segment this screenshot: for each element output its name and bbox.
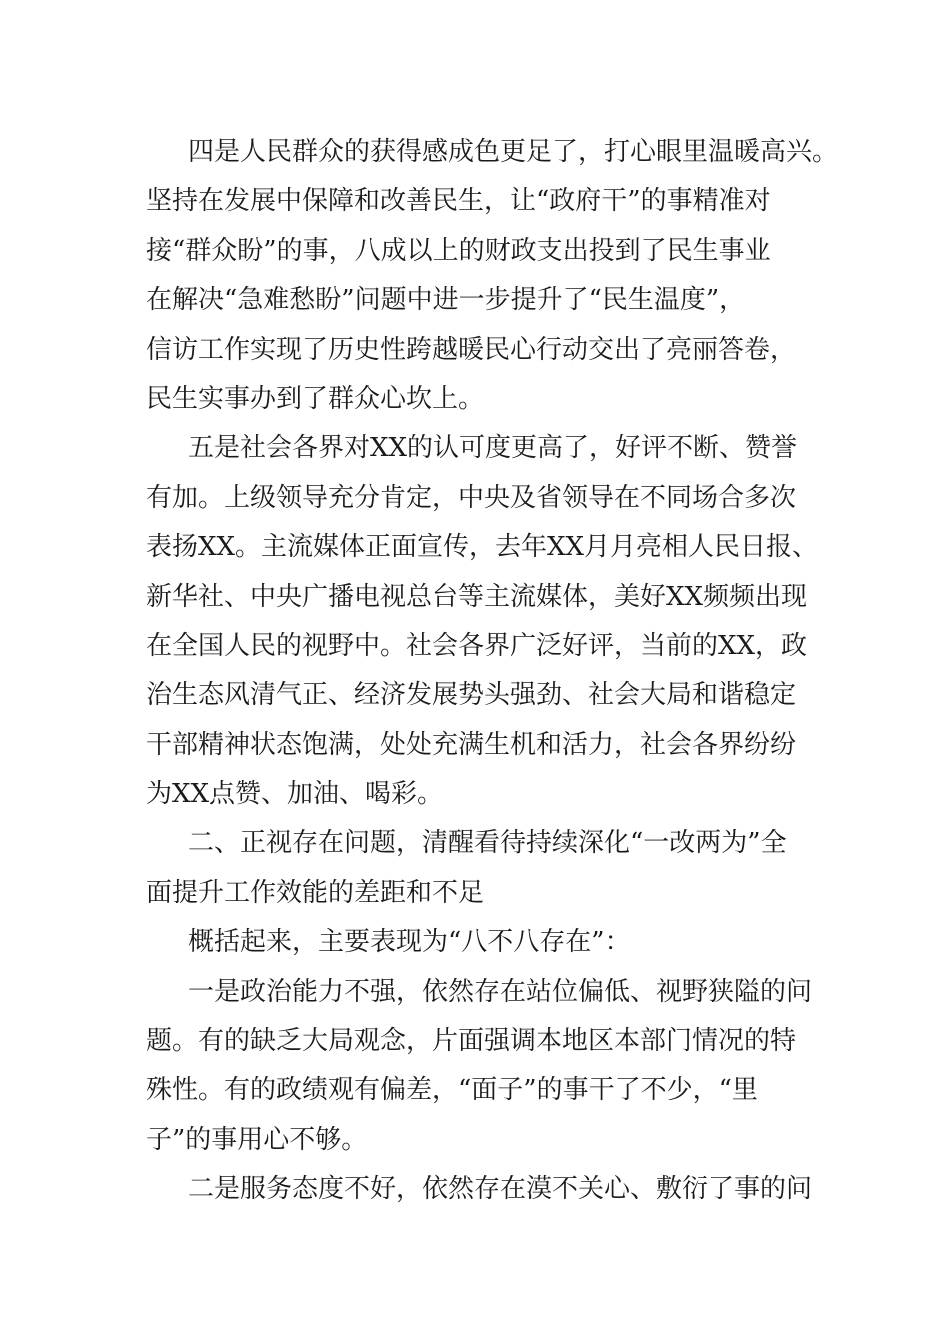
text-line-14: 为XX点赞、加油、喝彩。 [146, 779, 444, 810]
text-line-11: 在全国人民的视野中。社会各界广泛好评，当前的XX，政 [146, 630, 808, 661]
text-line-17: 概括起来，主要表现为“八不八存在”： [188, 927, 631, 958]
text-line-13: 干部精神状态饱满，处处充满生机和活力，社会各界纷纷 [146, 729, 797, 760]
text-line-7: 五是社会各界对XX的认可度更高了，好评不断、赞誉 [188, 433, 798, 464]
text-line-5: 信访工作实现了历史性跨越暖民心行动交出了亮丽答卷， [146, 334, 797, 365]
text-line-3: 接“群众盼”的事，八成以上的财政支出投到了民生事业 [146, 235, 771, 266]
section-heading-line-1: 二、正视存在问题，清醒看待持续深化“一改两为”全 [188, 828, 787, 859]
text-line-2: 坚持在发展中保障和改善民生，让“政府干”的事精准对 [146, 186, 771, 217]
text-line-9: 表扬XX。主流媒体正面宣传，去年XX月月亮相人民日报、 [146, 532, 819, 563]
text-line-19: 题。有的缺乏大局观念，片面强调本地区本部门情况的特 [146, 1026, 797, 1057]
text-line-4: 在解决“急难愁盼”问题中进一步提升了“民生温度”， [146, 285, 746, 316]
document-body [146, 128, 846, 1215]
text-line-18: 一是政治能力不强，依然存在站位偏低、视野狭隘的问 [188, 976, 813, 1007]
text-line-22: 二是服务态度不好，依然存在漠不关心、敷衍了事的问 [188, 1174, 813, 1205]
text-line-20: 殊性。有的政绩观有偏差，“面子”的事干了不少，“里 [146, 1075, 758, 1106]
text-line-6: 民生实事办到了群众心坎上。 [146, 383, 485, 414]
text-line-1: 四是人民群众的获得感成色更足了，打心眼里温暖高兴。 [188, 137, 839, 167]
text-line-21: 子”的事用心不够。 [146, 1124, 368, 1155]
section-heading-line-2: 面提升工作效能的差距和不足 [146, 877, 485, 908]
text-line-12: 治生态风清气正、经济发展势头强劲、社会大局和谐稳定 [146, 680, 797, 711]
text-line-8: 有加。上级领导充分肯定，中央及省领导在不同场合多次 [146, 482, 797, 513]
text-line-10: 新华社、中央广播电视总台等主流媒体，美好XX频频出现 [146, 581, 808, 612]
